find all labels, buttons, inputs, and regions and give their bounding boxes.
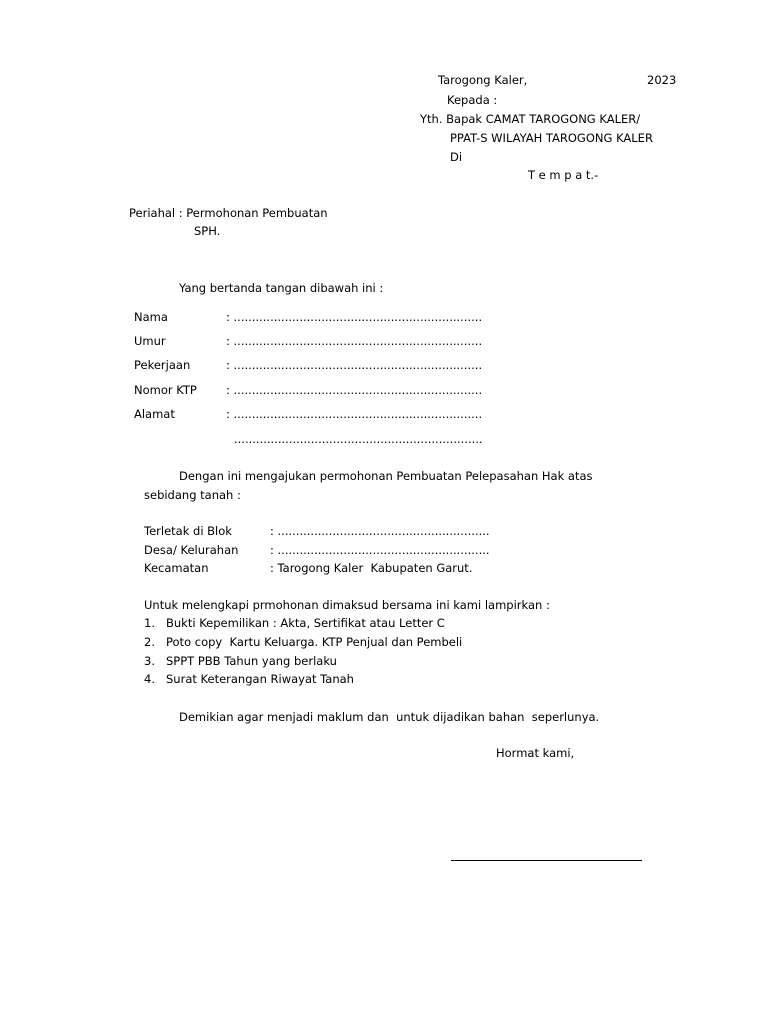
field-nomor-ktp [134,383,483,397]
field-value: : .................................................................... [226,334,483,348]
list-number: 2. [144,635,155,649]
to-label: Kepada : [447,93,498,107]
field-value: : .................................................................... [226,310,483,324]
field-value: : .................................................................... [226,407,483,421]
intro-text: Yang bertanda tangan dibawah ini : [179,281,384,295]
list-text: Poto copy Kartu Keluarga. KTP Penjual dan Pembeli [166,635,463,649]
regards-text: Hormat kami, [496,746,575,760]
location-label: Desa/ Kelurahan [144,543,239,557]
field-pekerjaan [134,358,483,372]
address-continuation: .................................................................... [234,432,483,446]
list-number: 1. [144,616,155,630]
letter-place: Tarogong Kaler, [438,73,528,87]
field-value: : .................................................................... [226,383,483,397]
list-number: 3. [144,654,155,668]
list-number: 4. [144,672,155,686]
location-kecamatan [144,561,473,575]
field-label: Nama [134,310,168,324]
subject-line2: SPH. [194,224,221,238]
list-item [144,635,463,649]
field-label: Umur [134,334,166,348]
field-label: Nomor KTP [134,383,197,397]
signature-line [451,860,642,861]
addressee-line1: Yth. Bapak CAMAT TAROGONG KALER/ [420,112,641,126]
field-nama [134,310,483,324]
list-item [144,616,445,630]
addressee-line2: PPAT-S WILAYAH TAROGONG KALER [450,131,653,145]
list-item [144,654,337,668]
request-line1: Dengan ini mengajukan permohonan Pembuatan Pelepasahan Hak atas [179,469,593,483]
location-value: : .......................................................... [270,543,490,557]
closing-text: Demikian agar menjadi maklum dan untuk dijadikan bahan seperlunya. [179,710,600,724]
attachments-intro: Untuk melengkapi prmohonan dimaksud bersama ini kami lampirkan : [144,598,550,612]
field-label: Pekerjaan [134,358,191,372]
location-value: : .......................................................... [270,524,490,538]
location-blok [144,524,490,538]
request-line2: sebidang tanah : [144,488,241,502]
location-desa [144,543,490,557]
letter-year: 2023 [647,73,677,87]
list-text: Surat Keterangan Riwayat Tanah [166,672,354,686]
list-text: Bukti Kepemilikan : Akta, Sertifikat atau Letter C [166,616,445,630]
location-label: Kecamatan [144,561,209,575]
field-label: Alamat [134,407,175,421]
subject-label: Periahal : Permohonan Pembuatan [129,206,328,220]
di-label: Di [450,150,463,164]
field-umur [134,334,483,348]
tempat-label: T e m p a t.- [528,168,599,182]
list-text: SPPT PBB Tahun yang berlaku [166,654,337,668]
list-item [144,672,354,686]
field-alamat [134,407,483,421]
field-value: : .................................................................... [226,358,483,372]
location-label: Terletak di Blok [144,524,232,538]
location-value: : Tarogong Kaler Kabupaten Garut. [270,561,473,575]
